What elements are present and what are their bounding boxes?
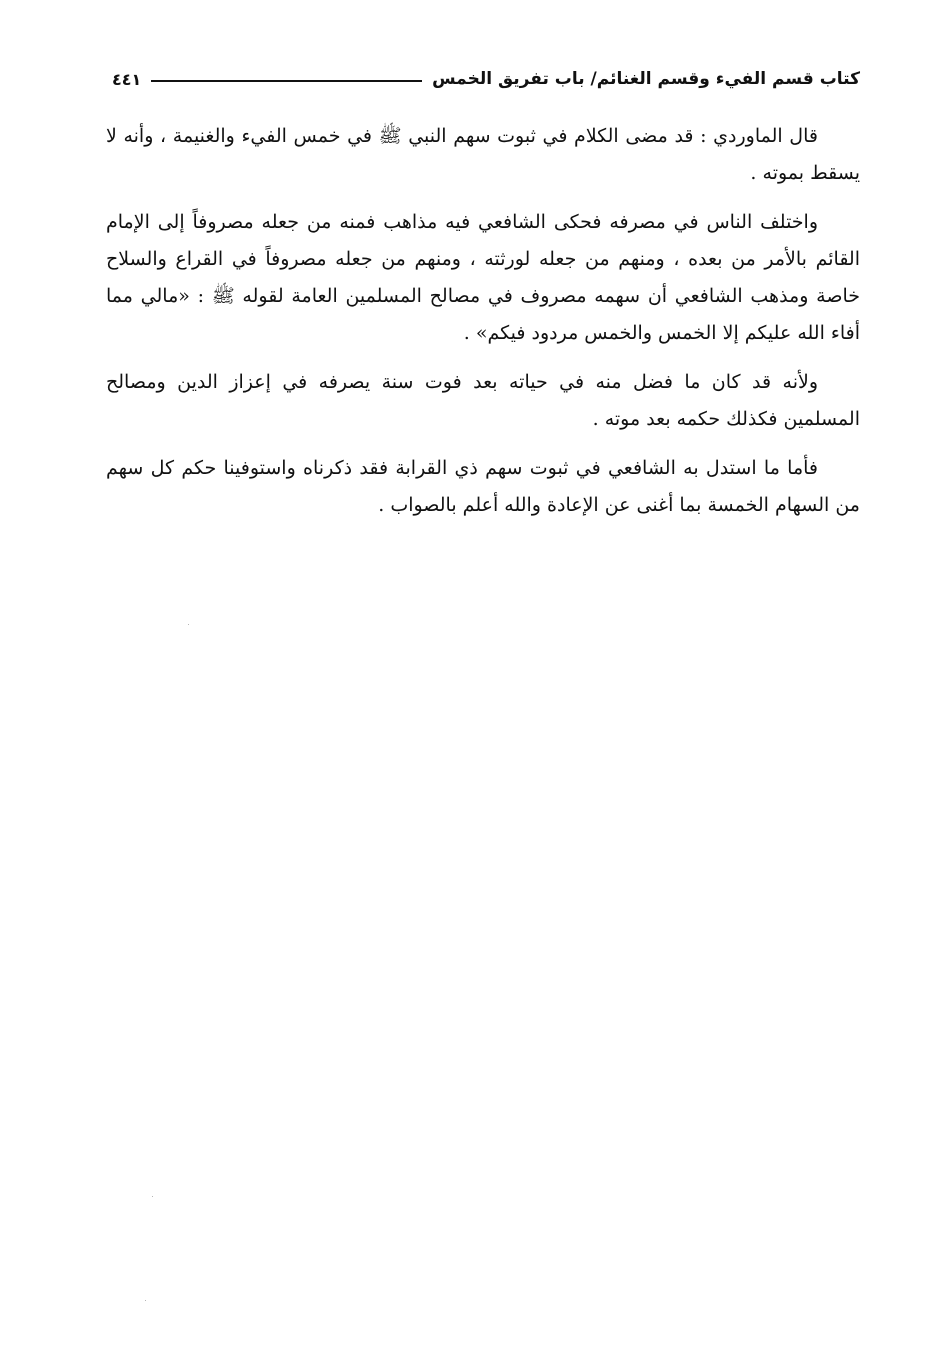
scan-speck: [188, 624, 189, 625]
body-text: [106, 118, 860, 536]
paragraph: فأما ما استدل به الشافعي في ثبوت سهم ذي القرابة فقد ذكرناه واستوفينا حكم كل سهم من السهام الخمسة بما أغنى عن الإعادة والله أعلم بالصواب .: [106, 457, 860, 516]
paragraph: قال الماوردي : قد مضى الكلام في ثبوت سهم النبي ﷺ في خمس الفيء والغنيمة ، وأنه لا يسقط بموته .: [106, 125, 860, 184]
scan-speck: [152, 1196, 153, 1197]
paragraph: ولأنه قد كان ما فضل منه في حياته بعد فوت سنة يصرفه في إعزاز الدين ومصالح المسلمين فكذلك حكمه بعد موته .: [106, 371, 860, 430]
header-rule: [151, 80, 422, 82]
paragraph: واختلف الناس في مصرفه فحكى الشافعي فيه مذاهب فمنه من جعله مصروفاً إلى الإمام القائم بالأمر من بعده ، ومنهم من جعله لورثته ، ومنهم من جعله مصروفاً في القراع والسلاح خاصة ومذهب الشافعي أن سهمه مصروف في مصالح المسلمين العامة لقوله ﷺ : «مالي مما أفاء الله عليكم إلا الخمس والخمس مردود فيكم» .: [106, 211, 860, 344]
page-number: ٤٤١: [112, 69, 142, 89]
scan-speck: [145, 1300, 146, 1301]
chapter-title: كتاب قسم الفيء وقسم الغنائم/ باب تفريق الخمس: [432, 69, 860, 89]
running-header: [112, 62, 860, 96]
